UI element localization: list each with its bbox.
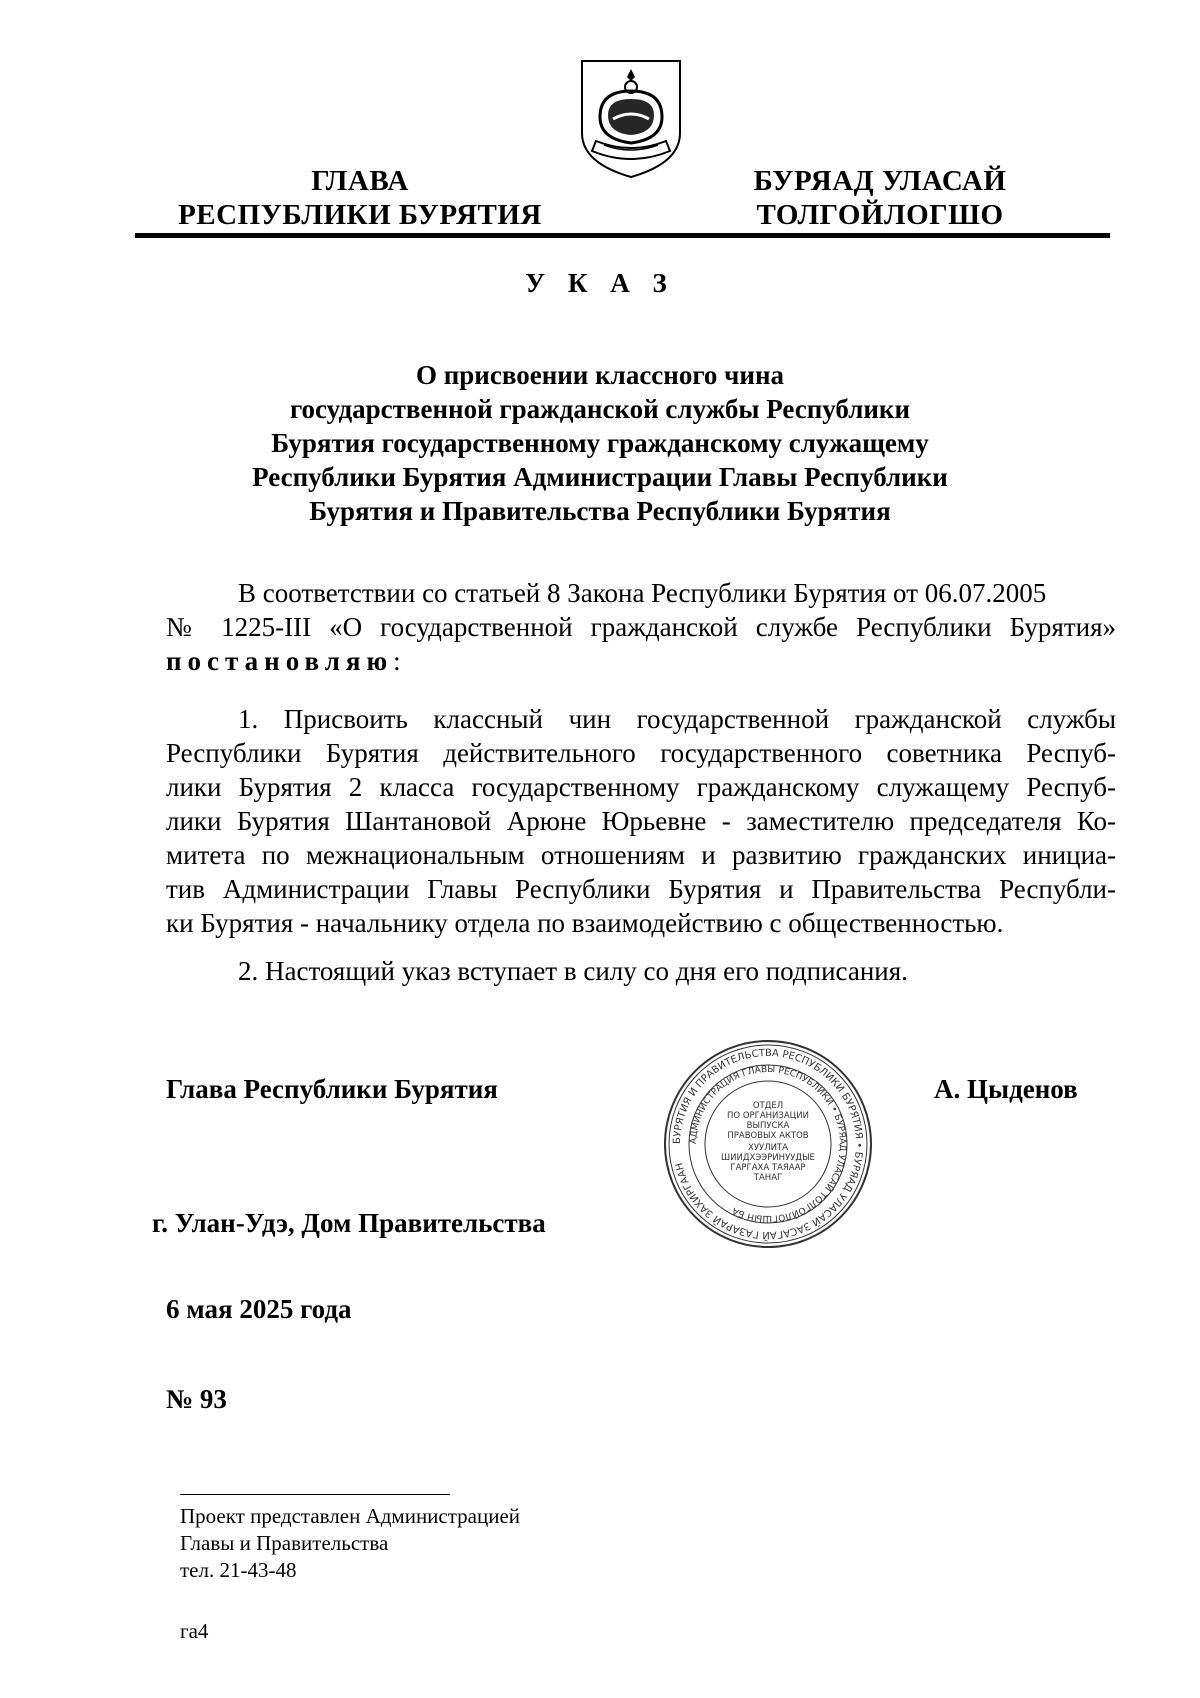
- stamp-center-line: ГАРГАХА ТАЯААР: [730, 1163, 806, 1173]
- footer-line2: Главы и Правительства: [180, 1531, 389, 1555]
- header-right-line1: БУРЯАД УЛАСАЙ: [753, 165, 1007, 197]
- preamble: [166, 576, 1116, 678]
- footer-block: [180, 1503, 520, 1584]
- title-line: государственной гражданской службы Республики: [289, 394, 911, 424]
- decree-word: постановляю: [166, 646, 394, 676]
- stamp-center-line: ОТДЕЛ: [752, 1101, 784, 1111]
- title-line: Бурятия и Правительства Республики Бурятия: [309, 496, 891, 526]
- header-left: [150, 164, 570, 232]
- item-1-line: Республики Бурятия действительного государственного советника Респуб-: [166, 738, 1116, 768]
- stamp-center-line: ШИИДХЭЭРИНУУДЫЕ: [721, 1153, 815, 1163]
- stamp-outer-ring-text: БУРЯТИЯ И ПРАВИТЕЛЬСТВА РЕСПУБЛИКИ БУРЯТИЯ • БУРЯАД УЛАСАЙ ЗАСАГАЙ ГАЗАРАЙ ЗАХИРГААН: [671, 1047, 865, 1241]
- footer-code: га4: [180, 1619, 209, 1643]
- item-1-line: митета по межнациональным отношениям и развитию гражданских инициа-: [166, 840, 1116, 870]
- document-type: У К А З: [525, 268, 675, 298]
- stamp-inner-ring-text: АДМИНИСТРАЦИЯ ГЛАВЫ РЕСПУБЛИКИ • БУРЯАД УЛАСАЙ ТОЛГОЙЛОГШЫН БА: [688, 1064, 848, 1224]
- title-line: Республики Бурятия Администрации Главы Республики: [252, 462, 948, 492]
- item-1-line: лики Бурятия Шантановой Арюне Юрьевне - заместителю председателя Ко-: [166, 806, 1116, 836]
- stamp-center-line: ВЫПУСКА: [746, 1121, 790, 1131]
- stamp-center-line: ХУУЛИТА: [748, 1143, 788, 1153]
- item-1-line: тив Администрации Главы Республики Бурятия и Правительства Республи-: [166, 874, 1116, 904]
- signature-position: Глава Республики Бурятия: [166, 1074, 498, 1104]
- header-left-line2: РЕСПУБЛИКИ БУРЯТИЯ: [178, 199, 542, 231]
- header-right: [700, 164, 1060, 232]
- header-left-line1: ГЛАВА: [311, 165, 409, 197]
- stamp-center-line: ПРАВОВЫХ АКТОВ: [727, 1131, 809, 1141]
- signature-name: А. Цыденов: [934, 1074, 1078, 1104]
- title-line: Бурятия государственному гражданскому служащему: [271, 428, 929, 458]
- header-right-line2: ТОЛГОЙЛОГШО: [756, 199, 1004, 231]
- place-of-signing: г. Улан-Удэ, Дом Правительства: [152, 1208, 546, 1238]
- official-stamp: [662, 1038, 874, 1250]
- footer-divider: [180, 1494, 450, 1495]
- item-2: 2. Настоящий указ вступает в силу со дня его подписания.: [238, 956, 908, 986]
- header-divider: [135, 233, 1110, 238]
- item-1-line: 1. Присвоить классный чин государственной гражданской службы: [238, 704, 1116, 734]
- preamble-line1: В соответствии со статьей 8 Закона Республики Бурятия от 06.07.2005: [238, 578, 1047, 608]
- coat-of-arms-emblem: [578, 55, 684, 180]
- document-date: 6 мая 2025 года: [166, 1294, 352, 1324]
- item-1-line: лики Бурятия 2 класса государственному гражданскому служащему Респуб-: [166, 772, 1116, 802]
- decree-colon: :: [393, 646, 401, 676]
- document-number: № 93: [166, 1384, 227, 1414]
- stamp-center-line: ПО ОРГАНИЗАЦИИ: [727, 1111, 809, 1121]
- item-1-line: ки Бурятия - начальнику отдела по взаимодействию с общественностью.: [166, 908, 1004, 938]
- preamble-line2: № 1225-III «О государственной гражданской службе Республики Бурятия»: [166, 612, 1116, 642]
- item-1: [166, 702, 1116, 940]
- footer-line3: тел. 21-43-48: [180, 1558, 297, 1582]
- stamp-center-line: ТАНАГ: [753, 1173, 783, 1183]
- title-line: О присвоении классного чина: [415, 360, 785, 390]
- document-title: [200, 358, 1000, 528]
- footer-line1: Проект представлен Администрацией: [180, 1504, 521, 1528]
